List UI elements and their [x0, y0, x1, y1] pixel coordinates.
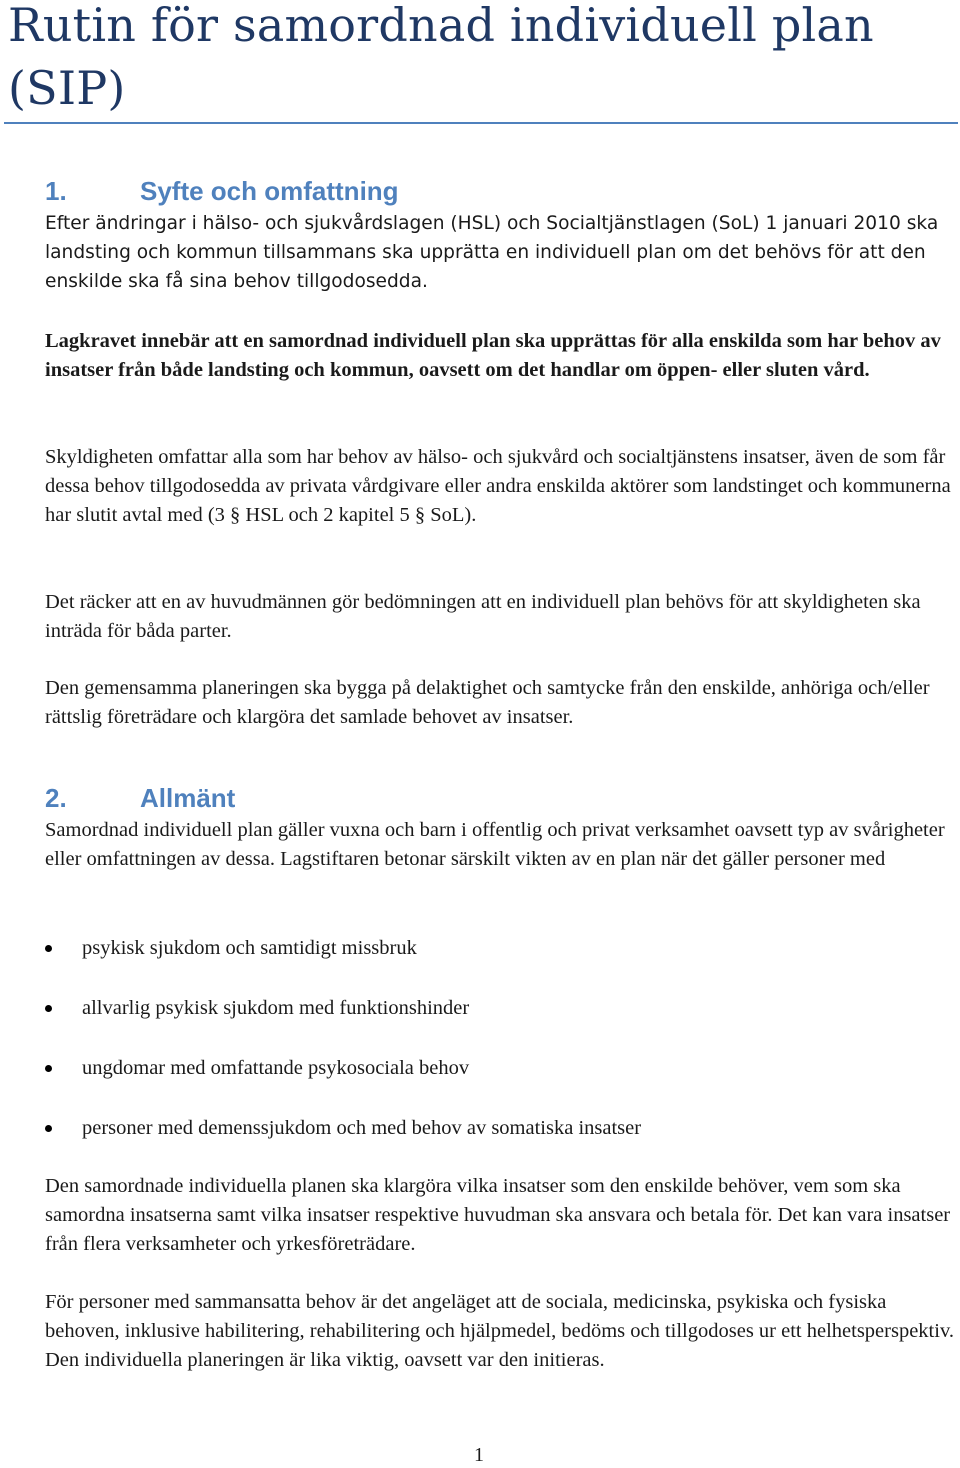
section-1-paragraph-2: Lagkravet innebär att en samordnad individuell plan ska upprättas för alla enskilda som har behov av insatser från både landsting och kommun, oavsett om det handlar om öppen- eller sluten vård.: [45, 330, 941, 381]
section-1-paragraph-3: Skyldigheten omfattar alla som har behov av hälso- och sjukvård och socialtjänstens insatser, även de som får dessa behov tillgodosedda av privata vårdgivare eller andra enskilda aktörer som landstinget och kommunerna har slutit avtal med (3 § HSL och 2 kapitel 5 § SoL).: [45, 446, 951, 526]
section-1-paragraph-5: Den gemensamma planeringen ska bygga på delaktighet och samtycke från den enskilde, anhöriga och/eller rättslig företrädare och klargöra det samlade behovet av insatser.: [45, 677, 930, 728]
list-item-text: ungdomar med omfattande psykosociala behov: [82, 1057, 470, 1079]
title-underline: [4, 122, 958, 124]
list-item: [45, 1114, 945, 1174]
section-2-paragraph-2: För personer med sammansatta behov är det angeläget att de sociala, medicinska, psykiska och fysiska behoven, inklusive habilitering, rehabilitering och hjälpmedel, bedöms och tillgodoses ur ett helhetsperspektiv. Den individuella planeringen är lika viktig, oavsett var den initieras.: [45, 1291, 954, 1371]
section-2-paragraph-1: Den samordnade individuella planen ska klargöra vilka insatser som den enskilde behöver, vem som ska samordna insatserna samt vilka insatser respektive huvudman ska ansvara och betala för. Det kan vara insatser från flera verksamheter och yrkesföreträdare.: [45, 1175, 951, 1255]
bullet-icon: [45, 945, 52, 952]
section-1-paragraph-4: Det räcker att en av huvudmännen gör bedömningen att en individuell plan behövs för att skyldigheten ska inträda för båda parter.: [45, 591, 921, 642]
page-number: 1: [474, 1444, 484, 1466]
list-item-text: allvarlig psykisk sjukdom med funktionshinder: [82, 997, 470, 1019]
section-1-number: 1.: [45, 176, 67, 206]
section-2-title: Allmänt: [140, 783, 236, 813]
document-title: Rutin för samordnad individuell plan (SIP): [8, 0, 874, 115]
section-2-heading: [45, 783, 235, 813]
section-2-number: 2.: [45, 783, 67, 813]
list-item: [45, 1054, 945, 1114]
bullet-icon: [45, 1125, 52, 1132]
list-item-text: personer med demenssjukdom och med behov av somatiska insatser: [82, 1117, 642, 1139]
section-2-intro: Samordnad individuell plan gäller vuxna och barn i offentlig och privat verksamhet oavsett typ av svårigheter eller omfattningen av dessa. Lagstiftaren betonar särskilt vikten av en plan när det gäller personer med: [45, 819, 945, 870]
list-item-text: psykisk sjukdom och samtidigt missbruk: [82, 937, 417, 959]
bullet-icon: [45, 1065, 52, 1072]
list-item: [45, 934, 945, 994]
section-1-heading: [45, 176, 399, 206]
section-1-paragraph-1: Efter ändringar i hälso- och sjukvårdslagen (HSL) och Socialtjänstlagen (SoL) 1 januari 2010 ska landsting och kommun tillsammans ska upprätta en individuell plan om det behövs för att den enskilde ska få sina behov tillgodosedda.: [45, 213, 939, 292]
list-item: [45, 994, 945, 1054]
bullet-icon: [45, 1005, 52, 1012]
target-group-list: [45, 934, 945, 1174]
section-1-title: Syfte och omfattning: [140, 176, 399, 206]
